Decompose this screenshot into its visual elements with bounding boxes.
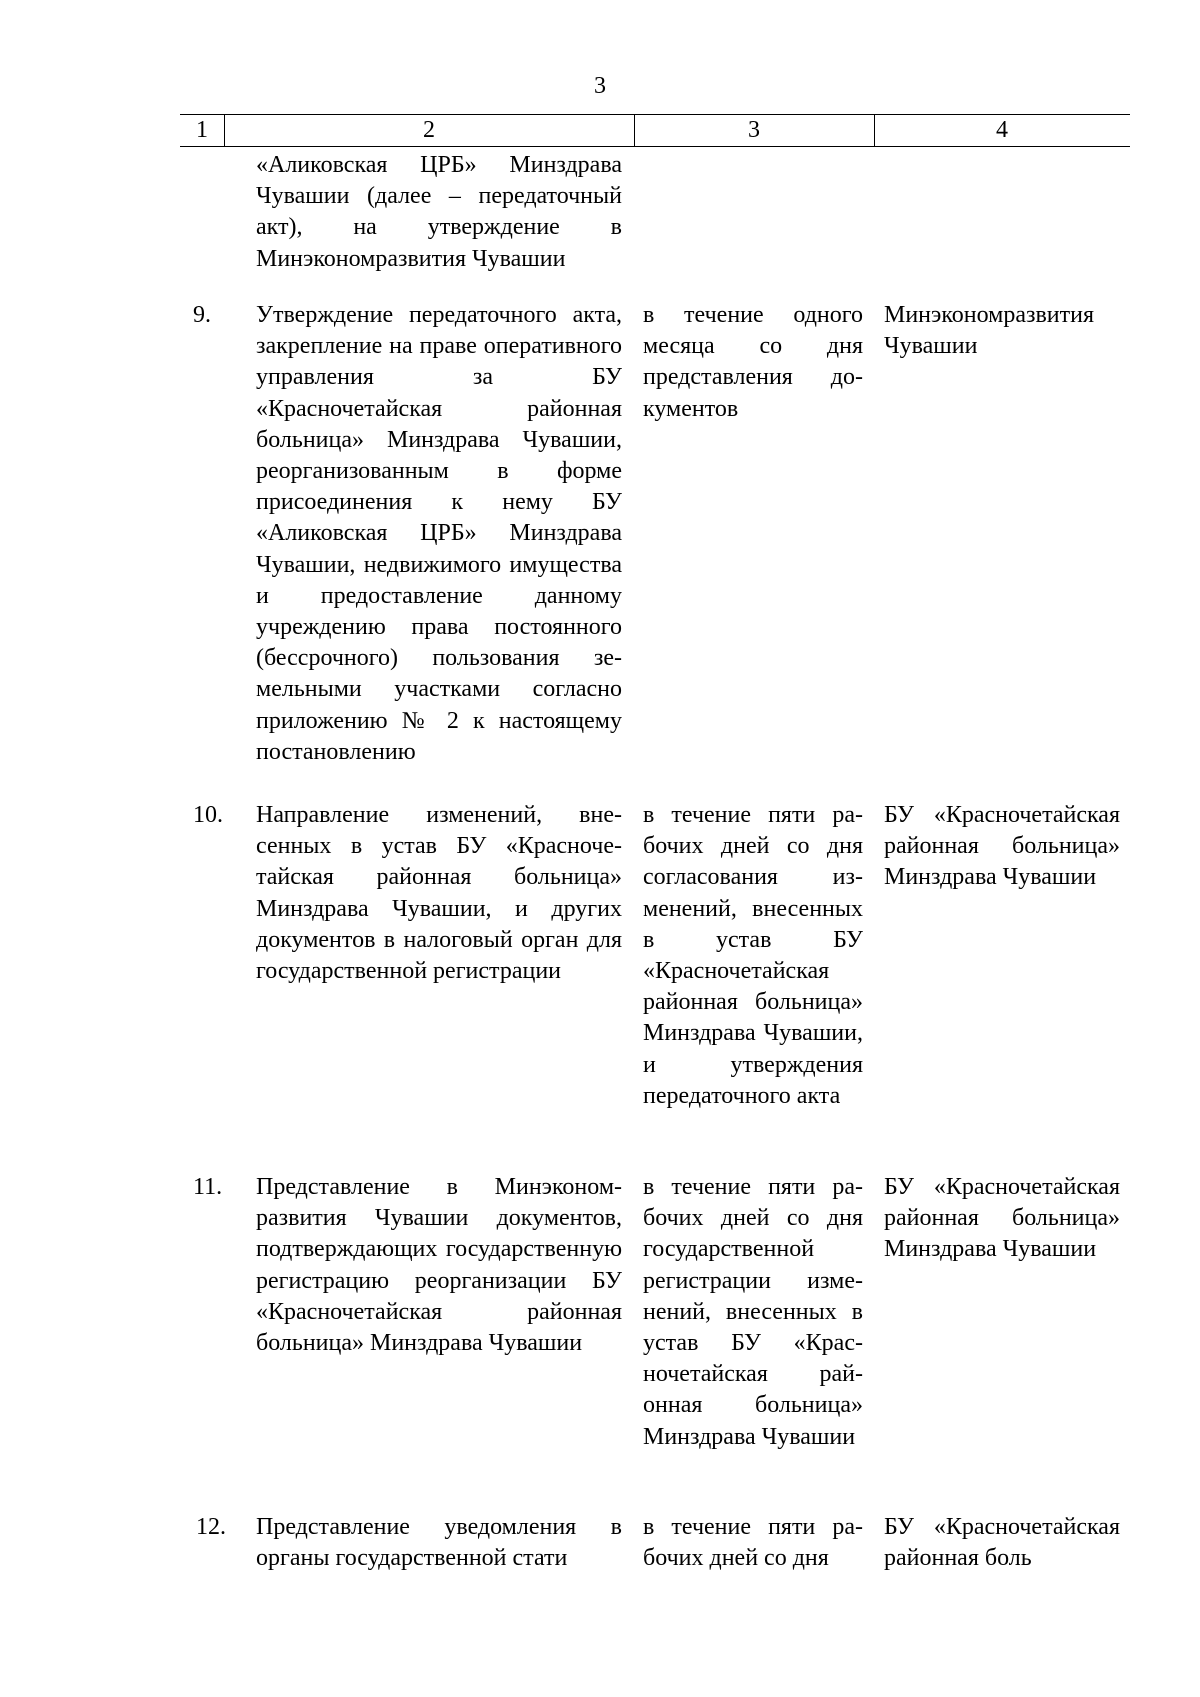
row-number: 10. [193, 802, 223, 828]
row-executor-text: БУ «Красночетайская районная боль [884, 1514, 1120, 1572]
header-col-4: 4 [996, 117, 1008, 143]
row-executor-text: БУ «Красночетайская районная больница» Минздрава Чувашии [884, 802, 1120, 891]
row-number: 12. [196, 1514, 226, 1540]
row-term-text: в течение пяти рабочих дней со дня согласования изменений, внесенных в устав БУ «Красночетайская районная больница» Минздрава Чувашии, и утверждения передаточного акта [643, 802, 863, 1109]
row-task-text: Представление уведомления в органы государственной стати [256, 1514, 622, 1572]
row-number: 11. [193, 1174, 223, 1200]
header-col-2: 2 [423, 117, 435, 143]
row-term-text: в течение пяти рабочих дней со дня [643, 1514, 863, 1572]
row-number: 9. [193, 302, 211, 328]
row-task-text: Направление изменений, внесенных в устав БУ «Красночетайская районная больница» Минздрава Чувашии, и других документов в налоговый орган для государственной регистрации [256, 802, 622, 985]
header-col-3: 3 [748, 117, 760, 143]
row-task-text: Утверждение передаточного акта, закрепление на праве оперативного управления за БУ «Красночетайская районная больница» Минздрава Чувашии, реорганизованным в форме присоединения к нему БУ «Аликовская ЦРБ» Минздрава Чувашии, недвижимого имущества и предоставление данному учреждению права постоянного (бессрочного) пользования земельными участками согласно приложению № 2 к настоящему постановлению [256, 302, 622, 765]
row-task-text: Представление в Минэкономразвития Чувашии документов, подтверждающих государственную регистрацию реорганизации БУ «Красночетайская районная больница» Минздрава Чувашии [256, 1174, 622, 1357]
row-term-text: в течение пяти рабочих дней со дня государственной регистрации изменений, внесенных в устав БУ «Красночетайская районная больница» Минздрава Чувашии [643, 1174, 863, 1450]
row-term-text: в течение одного месяца со дня представления документов [643, 302, 863, 422]
continuation-task-text: «Аликовская ЦРБ» Минздрава Чувашии (далее – передаточный акт), на утверждение в Минэкономразвития Чувашии [256, 152, 622, 272]
row-executor-text: Минэкономразвития Чувашии [884, 302, 1095, 360]
table-header [180, 114, 1130, 147]
row-executor-text: БУ «Красночетайская районная больница» Минздрава Чувашии [884, 1174, 1120, 1263]
page-number: 3 [594, 73, 606, 99]
header-col-1: 1 [196, 117, 208, 143]
